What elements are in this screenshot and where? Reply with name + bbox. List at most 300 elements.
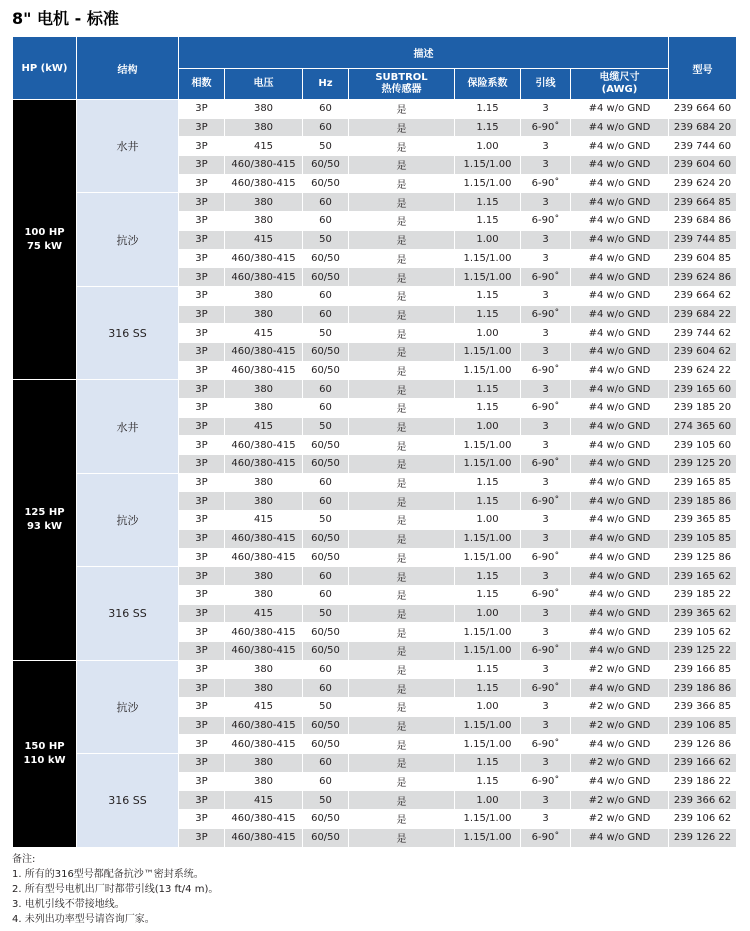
header-model: 型号 (669, 37, 737, 100)
service-factor-cell: 1.15 (455, 679, 521, 698)
service-factor-cell: 1.00 (455, 511, 521, 530)
note-item: 2. 所有型号电机出厂时都带引线(13 ft/4 m)。 (12, 884, 219, 895)
leads-cell: 6-90˚ (521, 305, 571, 324)
hz-cell: 60/50 (303, 268, 349, 287)
service-factor-cell: 1.15 (455, 286, 521, 305)
service-factor-cell: 1.15/1.00 (455, 249, 521, 268)
cable-size-cell: #2 w/o GND (571, 810, 669, 829)
hp-rating-cell (13, 100, 77, 380)
leads-cell: 6-90˚ (521, 585, 571, 604)
cable-size-cell: #4 w/o GND (571, 436, 669, 455)
model-number-cell: 239 125 20 (669, 455, 737, 474)
hz-cell: 60 (303, 399, 349, 418)
leads-cell: 6-90˚ (521, 399, 571, 418)
service-factor-cell: 1.15 (455, 380, 521, 399)
phase-cell: 3P (179, 286, 225, 305)
subtrol-cell: 是 (349, 716, 455, 735)
voltage-cell: 415 (225, 791, 303, 810)
table-row (13, 193, 737, 212)
hz-cell: 60 (303, 754, 349, 773)
service-factor-cell: 1.15 (455, 118, 521, 137)
leads-cell: 3 (521, 716, 571, 735)
voltage-cell: 460/380-415 (225, 436, 303, 455)
cable-size-cell: #4 w/o GND (571, 100, 669, 119)
cable-size-cell: #4 w/o GND (571, 828, 669, 847)
voltage-cell: 380 (225, 399, 303, 418)
cable-size-cell: #4 w/o GND (571, 735, 669, 754)
phase-cell: 3P (179, 772, 225, 791)
cable-size-cell: #4 w/o GND (571, 118, 669, 137)
header-subtrol (349, 69, 455, 100)
hz-cell: 60 (303, 492, 349, 511)
leads-cell: 6-90˚ (521, 118, 571, 137)
subtrol-cell: 是 (349, 455, 455, 474)
service-factor-cell: 1.15 (455, 212, 521, 231)
service-factor-cell: 1.15/1.00 (455, 174, 521, 193)
phase-cell: 3P (179, 436, 225, 455)
leads-cell: 3 (521, 380, 571, 399)
leads-cell: 3 (521, 810, 571, 829)
cable-size-cell: #4 w/o GND (571, 399, 669, 418)
subtrol-cell: 是 (349, 492, 455, 511)
voltage-cell: 460/380-415 (225, 810, 303, 829)
service-factor-cell: 1.00 (455, 604, 521, 623)
phase-cell: 3P (179, 174, 225, 193)
cable-size-cell: #4 w/o GND (571, 548, 669, 567)
cable-size-cell: #4 w/o GND (571, 455, 669, 474)
kw-value: 75 kW (26, 240, 63, 252)
phase-cell: 3P (179, 455, 225, 474)
subtrol-cell: 是 (349, 324, 455, 343)
voltage-cell: 380 (225, 660, 303, 679)
subtrol-cell: 是 (349, 268, 455, 287)
phase-cell: 3P (179, 361, 225, 380)
voltage-cell: 460/380-415 (225, 361, 303, 380)
hz-cell: 50 (303, 324, 349, 343)
hp-value: 100 HP (24, 226, 65, 238)
leads-cell: 6-90˚ (521, 212, 571, 231)
cable-size-cell: #4 w/o GND (571, 417, 669, 436)
hz-cell: 60/50 (303, 342, 349, 361)
voltage-cell: 460/380-415 (225, 174, 303, 193)
cable-size-cell: #4 w/o GND (571, 380, 669, 399)
structure-cell: 抗沙 (77, 193, 179, 286)
leads-cell: 6-90˚ (521, 174, 571, 193)
subtrol-cell: 是 (349, 118, 455, 137)
phase-cell: 3P (179, 604, 225, 623)
hz-cell: 60 (303, 679, 349, 698)
structure-cell: 抗沙 (77, 473, 179, 566)
voltage-cell: 460/380-415 (225, 455, 303, 474)
leads-cell: 6-90˚ (521, 641, 571, 660)
hz-cell: 60 (303, 585, 349, 604)
leads-cell: 3 (521, 473, 571, 492)
hz-cell: 60/50 (303, 436, 349, 455)
phase-cell: 3P (179, 828, 225, 847)
leads-cell: 3 (521, 417, 571, 436)
phase-cell: 3P (179, 567, 225, 586)
subtrol-cell: 是 (349, 305, 455, 324)
voltage-cell: 460/380-415 (225, 156, 303, 175)
cable-size-cell: #4 w/o GND (571, 305, 669, 324)
model-number-cell: 239 664 85 (669, 193, 737, 212)
cable-size-cell: #2 w/o GND (571, 698, 669, 717)
cable-size-cell: #4 w/o GND (571, 492, 669, 511)
model-number-cell: 239 186 22 (669, 772, 737, 791)
hz-cell: 60/50 (303, 716, 349, 735)
cable-size-cell: #4 w/o GND (571, 212, 669, 231)
phase-cell: 3P (179, 212, 225, 231)
service-factor-cell: 1.15/1.00 (455, 156, 521, 175)
cable-size-cell: #4 w/o GND (571, 567, 669, 586)
voltage-cell: 380 (225, 772, 303, 791)
cable-size-cell: #4 w/o GND (571, 529, 669, 548)
model-number-cell: 239 366 85 (669, 698, 737, 717)
header-subtrol-line2: 热传感器 (381, 84, 422, 95)
voltage-cell: 460/380-415 (225, 249, 303, 268)
cable-size-cell: #4 w/o GND (571, 137, 669, 156)
voltage-cell: 415 (225, 511, 303, 530)
phase-cell: 3P (179, 716, 225, 735)
subtrol-cell: 是 (349, 417, 455, 436)
phase-cell: 3P (179, 791, 225, 810)
service-factor-cell: 1.15 (455, 585, 521, 604)
phase-cell: 3P (179, 156, 225, 175)
phase-cell: 3P (179, 492, 225, 511)
phase-cell: 3P (179, 698, 225, 717)
leads-cell: 3 (521, 156, 571, 175)
table-row (13, 380, 737, 399)
service-factor-cell: 1.15 (455, 567, 521, 586)
hz-cell: 60/50 (303, 810, 349, 829)
model-number-cell: 239 165 85 (669, 473, 737, 492)
phase-cell: 3P (179, 623, 225, 642)
phase-cell: 3P (179, 473, 225, 492)
leads-cell: 3 (521, 137, 571, 156)
hp-value: 125 HP (24, 506, 65, 518)
hz-cell: 50 (303, 511, 349, 530)
service-factor-cell: 1.15 (455, 660, 521, 679)
voltage-cell: 380 (225, 286, 303, 305)
model-number-cell: 239 744 62 (669, 324, 737, 343)
model-number-cell: 239 365 85 (669, 511, 737, 530)
model-number-cell: 239 684 22 (669, 305, 737, 324)
subtrol-cell: 是 (349, 754, 455, 773)
subtrol-cell: 是 (349, 137, 455, 156)
subtrol-cell: 是 (349, 585, 455, 604)
cable-size-cell: #4 w/o GND (571, 641, 669, 660)
header-leads: 引线 (521, 69, 571, 100)
hz-cell: 60/50 (303, 623, 349, 642)
subtrol-cell: 是 (349, 436, 455, 455)
voltage-cell: 380 (225, 380, 303, 399)
subtrol-cell: 是 (349, 772, 455, 791)
header-cable-line2: (AWG) (601, 84, 638, 95)
model-number-cell: 239 664 62 (669, 286, 737, 305)
model-number-cell: 239 365 62 (669, 604, 737, 623)
cable-size-cell: #4 w/o GND (571, 604, 669, 623)
subtrol-cell: 是 (349, 399, 455, 418)
hz-cell: 60/50 (303, 361, 349, 380)
subtrol-cell: 是 (349, 193, 455, 212)
table-row (13, 567, 737, 586)
hz-cell: 60/50 (303, 455, 349, 474)
service-factor-cell: 1.15/1.00 (455, 361, 521, 380)
phase-cell: 3P (179, 268, 225, 287)
subtrol-cell: 是 (349, 828, 455, 847)
subtrol-cell: 是 (349, 810, 455, 829)
model-number-cell: 239 106 85 (669, 716, 737, 735)
structure-cell: 水井 (77, 380, 179, 473)
cable-size-cell: #4 w/o GND (571, 679, 669, 698)
model-number-cell: 239 664 60 (669, 100, 737, 119)
leads-cell: 3 (521, 754, 571, 773)
leads-cell: 3 (521, 193, 571, 212)
hz-cell: 60 (303, 660, 349, 679)
leads-cell: 3 (521, 529, 571, 548)
cable-size-cell: #4 w/o GND (571, 193, 669, 212)
service-factor-cell: 1.15 (455, 193, 521, 212)
header-cable-line1: 电缆尺寸 (599, 72, 640, 83)
phase-cell: 3P (179, 548, 225, 567)
subtrol-cell: 是 (349, 100, 455, 119)
leads-cell: 6-90˚ (521, 361, 571, 380)
leads-cell: 6-90˚ (521, 772, 571, 791)
service-factor-cell: 1.15/1.00 (455, 641, 521, 660)
model-number-cell: 239 624 86 (669, 268, 737, 287)
phase-cell: 3P (179, 679, 225, 698)
cable-size-cell: #4 w/o GND (571, 249, 669, 268)
hp-rating-cell (13, 380, 77, 660)
header-structure: 结构 (77, 37, 179, 100)
model-number-cell: 239 604 60 (669, 156, 737, 175)
hz-cell: 60/50 (303, 735, 349, 754)
voltage-cell: 380 (225, 679, 303, 698)
phase-cell: 3P (179, 100, 225, 119)
hz-cell: 60 (303, 100, 349, 119)
model-number-cell: 239 366 62 (669, 791, 737, 810)
header-cable-size (571, 69, 669, 100)
hz-cell: 50 (303, 791, 349, 810)
service-factor-cell: 1.15/1.00 (455, 735, 521, 754)
service-factor-cell: 1.15 (455, 305, 521, 324)
header-subtrol-line1: SUBTROL (375, 72, 428, 83)
model-number-cell: 274 365 60 (669, 417, 737, 436)
structure-cell: 316 SS (77, 754, 179, 847)
voltage-cell: 380 (225, 118, 303, 137)
hz-cell: 60 (303, 193, 349, 212)
service-factor-cell: 1.15/1.00 (455, 455, 521, 474)
voltage-cell: 415 (225, 417, 303, 436)
phase-cell: 3P (179, 585, 225, 604)
service-factor-cell: 1.15/1.00 (455, 623, 521, 642)
subtrol-cell: 是 (349, 623, 455, 642)
voltage-cell: 415 (225, 604, 303, 623)
subtrol-cell: 是 (349, 567, 455, 586)
leads-cell: 3 (521, 436, 571, 455)
leads-cell: 3 (521, 698, 571, 717)
service-factor-cell: 1.15/1.00 (455, 529, 521, 548)
service-factor-cell: 1.15/1.00 (455, 436, 521, 455)
leads-cell: 3 (521, 324, 571, 343)
service-factor-cell: 1.15 (455, 754, 521, 773)
model-number-cell: 239 105 60 (669, 436, 737, 455)
cable-size-cell: #4 w/o GND (571, 361, 669, 380)
phase-cell: 3P (179, 380, 225, 399)
cable-size-cell: #4 w/o GND (571, 156, 669, 175)
voltage-cell: 460/380-415 (225, 641, 303, 660)
service-factor-cell: 1.15/1.00 (455, 548, 521, 567)
leads-cell: 3 (521, 100, 571, 119)
phase-cell: 3P (179, 342, 225, 361)
phase-cell: 3P (179, 511, 225, 530)
hz-cell: 60/50 (303, 529, 349, 548)
leads-cell: 3 (521, 623, 571, 642)
voltage-cell: 460/380-415 (225, 623, 303, 642)
note-item: 1. 所有的316型号都配备抗沙™密封系统。 (12, 869, 204, 880)
leads-cell: 6-90˚ (521, 828, 571, 847)
hz-cell: 60/50 (303, 548, 349, 567)
subtrol-cell: 是 (349, 342, 455, 361)
hz-cell: 60/50 (303, 249, 349, 268)
voltage-cell: 460/380-415 (225, 716, 303, 735)
model-number-cell: 239 744 85 (669, 230, 737, 249)
subtrol-cell: 是 (349, 473, 455, 492)
subtrol-cell: 是 (349, 791, 455, 810)
service-factor-cell: 1.00 (455, 417, 521, 436)
leads-cell: 3 (521, 604, 571, 623)
hz-cell: 50 (303, 698, 349, 717)
cable-size-cell: #4 w/o GND (571, 511, 669, 530)
cable-size-cell: #4 w/o GND (571, 473, 669, 492)
voltage-cell: 380 (225, 473, 303, 492)
subtrol-cell: 是 (349, 679, 455, 698)
model-number-cell: 239 684 86 (669, 212, 737, 231)
service-factor-cell: 1.15/1.00 (455, 828, 521, 847)
subtrol-cell: 是 (349, 174, 455, 193)
leads-cell: 6-90˚ (521, 735, 571, 754)
service-factor-cell: 1.15 (455, 473, 521, 492)
service-factor-cell: 1.00 (455, 137, 521, 156)
voltage-cell: 415 (225, 230, 303, 249)
model-number-cell: 239 624 22 (669, 361, 737, 380)
subtrol-cell: 是 (349, 286, 455, 305)
phase-cell: 3P (179, 305, 225, 324)
cable-size-cell: #4 w/o GND (571, 286, 669, 305)
header-description: 描述 (179, 37, 669, 69)
header-phase: 相数 (179, 69, 225, 100)
model-number-cell: 239 106 62 (669, 810, 737, 829)
header-hz: Hz (303, 69, 349, 100)
leads-cell: 6-90˚ (521, 455, 571, 474)
table-row (13, 100, 737, 119)
voltage-cell: 380 (225, 492, 303, 511)
model-number-cell: 239 105 85 (669, 529, 737, 548)
voltage-cell: 460/380-415 (225, 735, 303, 754)
cable-size-cell: #4 w/o GND (571, 772, 669, 791)
subtrol-cell: 是 (349, 511, 455, 530)
phase-cell: 3P (179, 735, 225, 754)
cable-size-cell: #4 w/o GND (571, 174, 669, 193)
kw-value: 110 kW (23, 754, 66, 766)
hz-cell: 60 (303, 118, 349, 137)
hz-cell: 50 (303, 604, 349, 623)
model-number-cell: 239 126 86 (669, 735, 737, 754)
service-factor-cell: 1.15 (455, 100, 521, 119)
structure-cell: 水井 (77, 100, 179, 193)
phase-cell: 3P (179, 754, 225, 773)
cable-size-cell: #2 w/o GND (571, 660, 669, 679)
notes-heading: 备注: (12, 854, 36, 865)
cable-size-cell: #2 w/o GND (571, 791, 669, 810)
phase-cell: 3P (179, 230, 225, 249)
notes (12, 852, 218, 927)
hz-cell: 60/50 (303, 174, 349, 193)
service-factor-cell: 1.15 (455, 492, 521, 511)
cable-size-cell: #2 w/o GND (571, 716, 669, 735)
hz-cell: 50 (303, 417, 349, 436)
phase-cell: 3P (179, 399, 225, 418)
model-number-cell: 239 165 60 (669, 380, 737, 399)
hz-cell: 60 (303, 772, 349, 791)
hz-cell: 60 (303, 380, 349, 399)
motor-spec-table (12, 36, 737, 848)
voltage-cell: 380 (225, 193, 303, 212)
model-number-cell: 239 684 20 (669, 118, 737, 137)
model-number-cell: 239 604 62 (669, 342, 737, 361)
phase-cell: 3P (179, 660, 225, 679)
model-number-cell: 239 166 62 (669, 754, 737, 773)
subtrol-cell: 是 (349, 380, 455, 399)
hz-cell: 60 (303, 305, 349, 324)
table-row (13, 754, 737, 773)
voltage-cell: 460/380-415 (225, 268, 303, 287)
voltage-cell: 415 (225, 698, 303, 717)
leads-cell: 3 (521, 286, 571, 305)
cable-size-cell: #2 w/o GND (571, 754, 669, 773)
cable-size-cell: #4 w/o GND (571, 230, 669, 249)
model-number-cell: 239 185 86 (669, 492, 737, 511)
subtrol-cell: 是 (349, 660, 455, 679)
subtrol-cell: 是 (349, 548, 455, 567)
service-factor-cell: 1.00 (455, 791, 521, 810)
subtrol-cell: 是 (349, 698, 455, 717)
model-number-cell: 239 125 22 (669, 641, 737, 660)
header-hp: HP (kW) (13, 37, 77, 100)
service-factor-cell: 1.15/1.00 (455, 716, 521, 735)
model-number-cell: 239 166 85 (669, 660, 737, 679)
hz-cell: 60/50 (303, 156, 349, 175)
hz-cell: 60 (303, 567, 349, 586)
model-number-cell: 239 624 20 (669, 174, 737, 193)
service-factor-cell: 1.15 (455, 772, 521, 791)
subtrol-cell: 是 (349, 212, 455, 231)
service-factor-cell: 1.00 (455, 324, 521, 343)
table-row (13, 660, 737, 679)
phase-cell: 3P (179, 193, 225, 212)
voltage-cell: 380 (225, 585, 303, 604)
leads-cell: 6-90˚ (521, 548, 571, 567)
hp-value: 150 HP (24, 740, 65, 752)
table-row (13, 286, 737, 305)
phase-cell: 3P (179, 324, 225, 343)
model-number-cell: 239 185 22 (669, 585, 737, 604)
service-factor-cell: 1.15/1.00 (455, 342, 521, 361)
subtrol-cell: 是 (349, 156, 455, 175)
service-factor-cell: 1.00 (455, 230, 521, 249)
voltage-cell: 460/380-415 (225, 342, 303, 361)
hp-rating-cell (13, 660, 77, 847)
